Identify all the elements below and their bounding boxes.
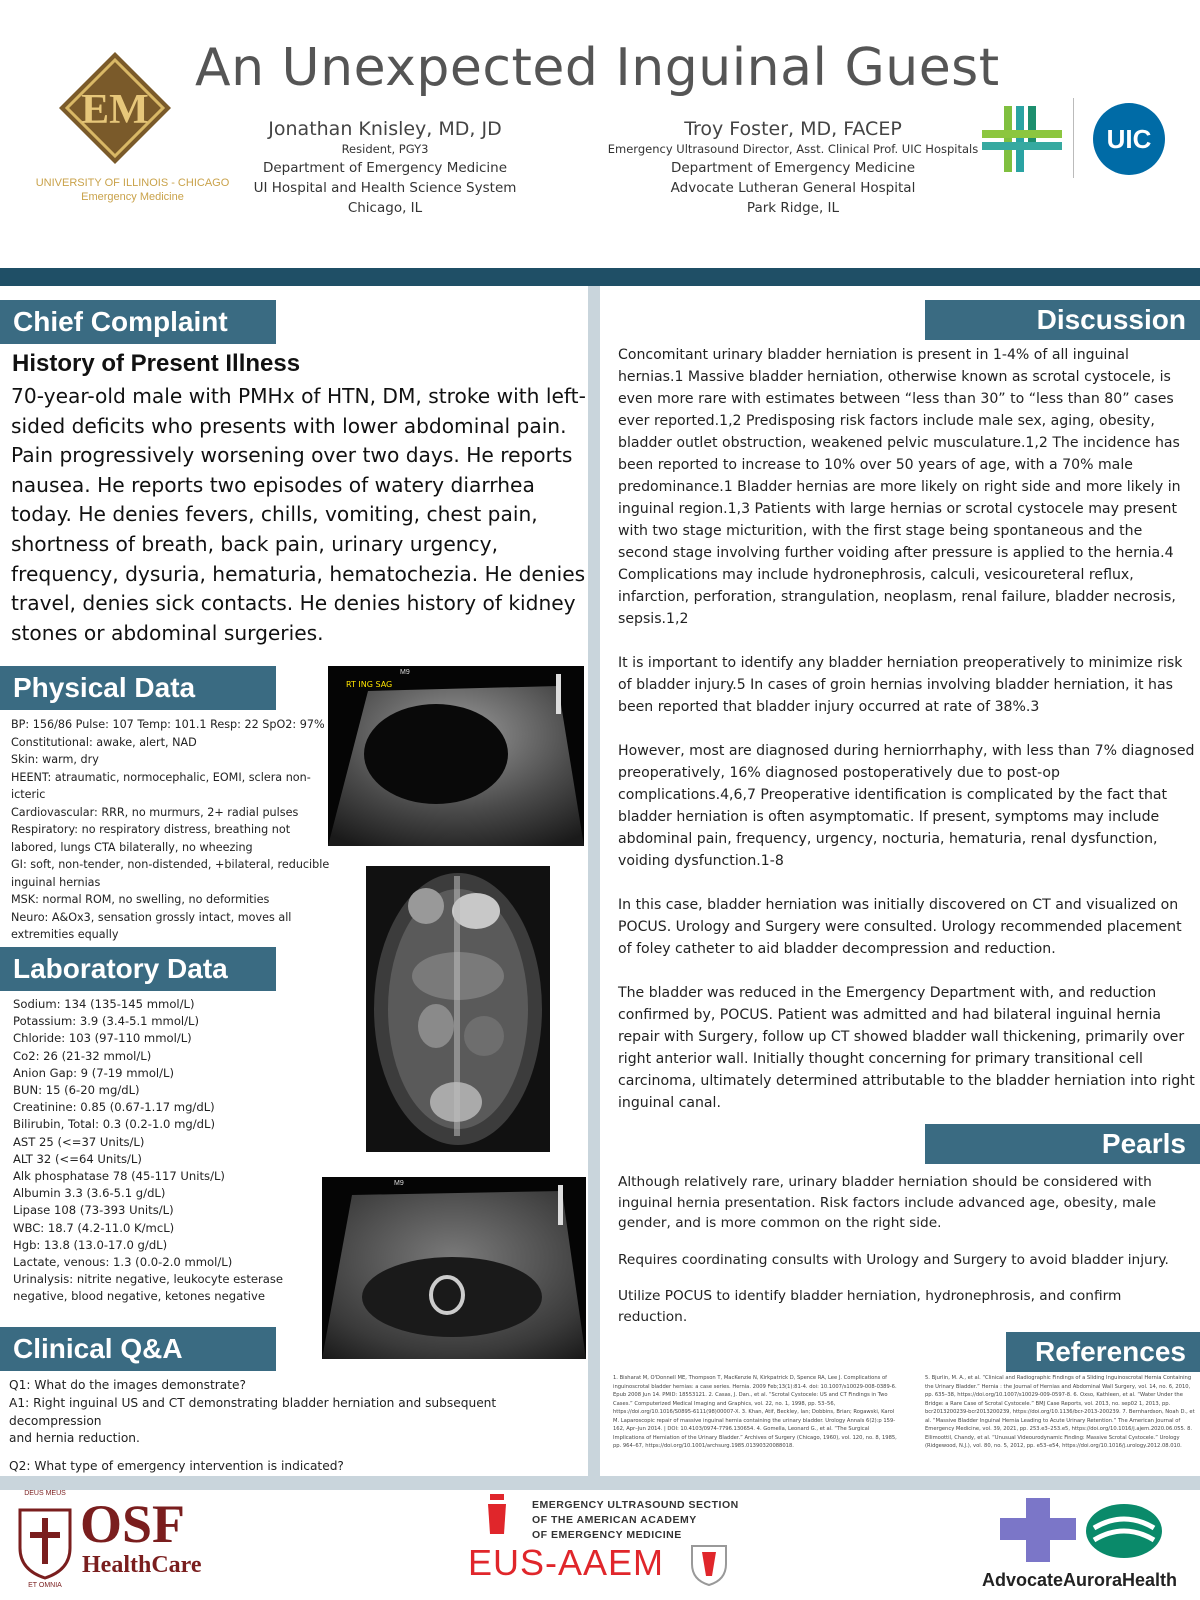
lab-line: Sodium: 134 (135-145 mmol/L) <box>13 997 195 1011</box>
physical-line: Respiratory: no respiratory distress, breathing not <box>11 823 291 836</box>
eus-line: EMERGENCY ULTRASOUND SECTION <box>532 1499 739 1511</box>
osf-healthcare-text: HealthCare <box>82 1552 202 1578</box>
physical-line: Constitutional: awake, alert, NAD <box>11 735 197 749</box>
lab-line: negative, blood negative, ketones negative <box>13 1289 265 1304</box>
physical-line: extremities equally <box>11 928 119 941</box>
pearls-title: Pearls <box>1101 1128 1186 1159</box>
footer-band <box>0 1476 1200 1490</box>
uic-logo-line1: UNIVERSITY OF ILLINOIS - CHICAGO <box>35 177 230 189</box>
lab-line: Co2: 26 (21-32 mmol/L) <box>13 1048 152 1063</box>
hpi-text: 70-year-old male with PMHx of HTN, DM, stroke with left-sided deficits who presents with lower abdominal pain. Pain progressively worsening over two days. He reports nausea. He reports two episodes of watery diarrhea today. He denies fevers, chills, vomiting, chest pain, shortness of breath, back pain, urinary urgency, frequency, dysuria, hematuria, hematochezia. He denies travel, denies sick contacts. He denies history of kidney stones or abdominal surgeries. <box>11 384 586 645</box>
physical-line: BP: 156/86 Pulse: 107 Temp: 101.1 Resp: 22 SpO2: 97% <box>11 718 325 731</box>
footer <box>0 1490 1200 1600</box>
uic-badge <box>1093 103 1165 175</box>
uic-logo-text <box>20 176 245 204</box>
lab-line: Hgb: 13.8 (13.0-17.0 g/dL) <box>13 1237 168 1252</box>
chief-complaint-title: Chief Complaint <box>13 306 228 337</box>
uic-logo-line2: Emergency Medicine <box>81 191 184 203</box>
physical-line: MSK: normal ROM, no swelling, no deformities <box>11 893 270 906</box>
qa-line: Q1: What do the images demonstrate? <box>9 1378 246 1392</box>
physical-line: icteric <box>11 788 46 801</box>
lab-line: Lipase 108 (73-393 Units/L) <box>13 1203 174 1218</box>
discussion-paragraph: In this case, bladder herniation was initially discovered on CT and visualized on POCUS. Urology and Surgery were consulted. Urology recommended placement of foley catheter to aid bladder decompression and reduction. <box>618 897 1182 957</box>
laboratory-data-list <box>13 996 323 1306</box>
eus-line: OF EMERGENCY MEDICINE <box>532 1529 682 1541</box>
lab-line: Creatinine: 0.85 (0.67-1.17 mg/dL) <box>13 1100 215 1115</box>
ultrasound-image-2 <box>322 1177 586 1359</box>
physical-line: Skin: warm, dry <box>11 753 99 766</box>
osf-seal-icon <box>14 1500 76 1580</box>
discussion-paragraph: However, most are diagnosed during herniorrhaphy, with less than 7% diagnosed preoperatively, 16% diagnosed postoperatively due to post-op complications.4,6,7 Preoperative identification is complicated by the fact that bladder herniation is often asymptomatic. If present, symptoms may include abdominal pain, frequency, urgency, nocturia, hematuria, renal dysfunction, voiding dysfunction.1-8 <box>618 743 1195 869</box>
lab-line: Chloride: 103 (97-110 mmol/L) <box>13 1031 192 1046</box>
author-2-role: Emergency Ultrasound Director, Asst. Clinical Prof. UIC Hospitals <box>607 142 979 156</box>
qa-line: Q2: What type of emergency intervention is indicated? <box>9 1459 344 1474</box>
physical-line: GI: soft, non-tender, non-distended, +bilateral, reducible <box>11 858 330 871</box>
uic-badge-text: UIC <box>1106 124 1152 154</box>
author-2-name: Troy Foster, MD, FACEP <box>684 118 902 140</box>
cross-logo <box>982 104 1062 174</box>
header-bar <box>0 268 1200 286</box>
header-logo-divider <box>1073 98 1074 178</box>
author-2-city: Park Ridge, IL <box>746 200 840 216</box>
author-2 <box>588 118 998 218</box>
qa-spacer <box>9 1448 589 1458</box>
pearls-text <box>618 1172 1188 1343</box>
eus-aaem-logo: EUS-AAEM <box>468 1542 665 1583</box>
author-1 <box>240 118 530 218</box>
physical-line: labored, lungs CTA bilaterally, no wheezing <box>11 840 253 854</box>
advocate-logo-text: AdvocateAuroraHealth <box>982 1570 1178 1590</box>
lab-line: Bilirubin, Total: 0.3 (0.2-1.0 mg/dL) <box>13 1117 215 1132</box>
qa-line: A1: Right inguinal US and CT demonstrating bladder herniation and subsequent decompression <box>9 1395 497 1428</box>
ultrasound-1-tag: M9 <box>400 669 410 676</box>
discussion-title: Discussion <box>1036 304 1186 335</box>
discussion-paragraph: Concomitant urinary bladder herniation is present in 1-4% of all inguinal hernias.1 Massive bladder herniation, otherwise known as scrotal cystocele, is even more rare with estimates between “less than 30” to “less than 80” cases ever reported.1,2 Predisposing risk factors include male sex, aging, obesity, bladder outlet obstruction, weakened pelvic musculature.1,2 The incidence has been reported to increase to 10% over 50 years of age, with a 70% male predominance.1 Bladder hernias are more likely on right side and more likely in inguinal region.1,3 Patients with large hernias or scrotal cystocele may present with two stage micturition, with the first stage being spontaneous and the second stage involving further voiding after pressure is applied to the hernia.4 Complications may include hydronephrosis, calculi, vesicoureteral reflux, infarction, perforation, strangulation, neoplasm, renal failure, bladder necrosis, sepsis.1,2 <box>618 347 1181 627</box>
poster-title: An Unexpected Inguinal Guest <box>195 38 1000 98</box>
pearl-paragraph: Although relatively rare, urinary bladder herniation should be considered with inguinal hernia presentation. Risk factors include advanced age, obesity, male gender, and is more common on the right side. <box>618 1174 1157 1231</box>
clinical-qa-header <box>0 1327 276 1371</box>
references-title: References <box>1035 1336 1186 1367</box>
svg-text:EM: EM <box>81 87 149 133</box>
clinical-qa-title: Clinical Q&A <box>13 1333 183 1364</box>
discussion-header <box>925 300 1200 340</box>
physical-line: inguinal hernias <box>11 875 101 889</box>
eus-title-lines <box>532 1498 739 1543</box>
laboratory-data-title: Laboratory Data <box>13 953 228 984</box>
ultrasound-1-label: RT ING SAG <box>346 680 393 689</box>
author-1-name: Jonathan Knisley, MD, JD <box>268 118 502 140</box>
lab-line: Urinalysis: nitrite negative, leukocyte esterase <box>13 1272 284 1287</box>
column-divider <box>588 286 600 1476</box>
physical-data-title: Physical Data <box>13 672 196 703</box>
uic-em-logo <box>55 48 175 168</box>
author-1-city: Chicago, IL <box>347 200 423 216</box>
author-1-role: Resident, PGY3 <box>341 142 429 156</box>
physical-line: HEENT: atraumatic, normocephalic, EOMI, sclera non- <box>11 770 311 784</box>
physical-data-header <box>0 666 276 710</box>
ultrasound-2-tag: M9 <box>394 1180 404 1187</box>
osf-seal-bottom: ET OMNIA <box>28 1582 62 1589</box>
lab-line: BUN: 15 (6-20 mg/dL) <box>13 1083 140 1098</box>
laboratory-data-header <box>0 947 276 991</box>
physical-line: Cardiovascular: RRR, no murmurs, 2+ radial pulses <box>11 805 299 819</box>
lab-line: AST 25 (<=37 Units/L) <box>13 1134 145 1149</box>
author-2-dept: Department of Emergency Medicine <box>670 160 916 176</box>
lab-line: Lactate, venous: 1.3 (0.0-2.0 mmol/L) <box>13 1255 233 1270</box>
aurora-wave-icon <box>1084 1502 1164 1560</box>
references-right: 5. Bjurlin, M. A., et al. “Clinical and Radiographic Findings of a Sliding Inguinoscrotal Hernia Containing the Urinary Bladder.” Hernia : the Journal of Hernias and Abdominal Wall Surgery, vol. 14, no. 6, 2010, pp. 635–38, https://doi.org/10.1007/s10029-009-0597-8. 6. Oxso, Kathleen, et al. “Water Under the Bridge: a Rare Case of Scrotal Cystocele.” BMJ Case Reports, vol. 2013, no. sep02 1, 2013, pp. bcr2013200239-bcr2013200239, https://doi.org/10.1136/bcr-2013-200239. 7. Bernhardson, Noah D., et al. “Massive Bladder Inguinal Hernia Leading to Acute Urinary Retention.” The American Journal of Emergency Medicine, vol. 39, 2021, pp. 253.e3–253.e5, https://doi.org/10.1016/j.ajem.2020.06.055. 8. Ellimoottil, Chandy, et al. “Unusual Videourodynamic Finding: Massive Scrotal Cystocele.” Urology (Ridgewood, N.J.), vol. 80, no. 5, 2012, pp. e53–e54, https://doi.org/10.1016/j.urology.2012.08.010. <box>925 1375 1195 1449</box>
discussion-paragraph: The bladder was reduced in the Emergency Department with, and reduction confirmed by, POCUS. Patient was admitted and had bilateral inguinal hernia repair with Surgery, follow up CT showed bladder wall thickening, primarily over right anterior wall. Initially thought concerning for primary transitional cell carcinoma, ultimately determined attributable to the bladder herniation into right inguinal canal. <box>618 985 1195 1111</box>
lab-line: Alk phosphatase 78 (45-117 Units/L) <box>13 1169 225 1184</box>
physical-line: Neuro: A&Ox3, sensation grossly intact, moves all <box>11 910 292 924</box>
pearl-paragraph: Utilize POCUS to identify bladder herniation, hydronephrosis, and confirm reduction. <box>618 1288 1122 1325</box>
osf-seal-top: DEUS MEUS <box>24 1490 66 1497</box>
ct-coronal-image <box>366 866 550 1152</box>
ultrasound-image-1 <box>328 666 584 846</box>
author-1-dept: Department of Emergency Medicine <box>262 160 508 176</box>
author-2-hospital: Advocate Lutheran General Hospital <box>670 180 916 196</box>
lab-line: WBC: 18.7 (4.2-11.0 K/mcL) <box>13 1220 175 1235</box>
eus-line: OF THE AMERICAN ACADEMY <box>532 1514 697 1526</box>
lab-line: ALT 32 (<=64 Units/L) <box>13 1151 142 1166</box>
osf-logo-text: OSF <box>80 1494 186 1554</box>
lab-line: Albumin 3.3 (3.6-5.1 g/dL) <box>13 1186 166 1201</box>
lab-line: Potassium: 3.9 (3.4-5.1 mmol/L) <box>13 1014 200 1029</box>
pearl-paragraph: Requires coordinating consults with Urology and Surgery to avoid bladder injury. <box>618 1251 1169 1268</box>
pearls-header <box>925 1124 1200 1164</box>
ultrasound-probe-icon <box>484 1494 510 1538</box>
references-left: 1. Bisharat M, O'Donnell ME, Thompson T, MacKenzie N, Kirkpatrick D, Spence RA, Lee J. Complications of inguinoscrotal bladder hernias: a case series. Hernia. 2009 Feb;13(1):81-4. doi: 10.1007/s10029-008-0389-6. Epub 2008 Jun 14. PMID: 18553121. 2. Casas, J. Dan., et al. “Scrotal Cystocele: US and CT Findings in Two Cases.” Computerized Medical Imaging and Graphics, vol. 22, no. 1, 1998, pp. 53–56, https://doi.org/10.1016/S0895-6111(98)00007-X. 3. Khan, Atif, Beckley, Ian; Dobbins, Brian; Rogawski, Karol M. Laparoscopic repair of massive inguinal hernia containing the urinary bladder. Urology Annals 6(2):p 159-162, Apr–Jun 2014. | DOI: 10.4103/0974-7796.130654. 4. Gomella, Leonard G., et al. “The Surgical Implications of Herniation of the Urinary Bladder.” Archives of Surgery (Chicago, 1960), vol. 120, no. 8, 1985, pp. 964–67, https://doi.org/10.1001/archsurg.1985.01390320088018. <box>613 1375 897 1449</box>
author-1-hospital: UI Hospital and Health Science System <box>253 180 517 196</box>
references-header <box>1006 1332 1200 1372</box>
aaem-shield-icon <box>690 1542 728 1586</box>
discussion-text <box>618 344 1196 1136</box>
advocate-cross-icon <box>1000 1498 1076 1562</box>
lab-line: Anion Gap: 9 (7-19 mmol/L) <box>13 1065 175 1080</box>
qa-line: and hernia reduction. <box>9 1431 140 1446</box>
hpi-heading: History of Present Illness <box>12 350 301 377</box>
discussion-paragraph: It is important to identify any bladder herniation preoperatively to minimize risk of bladder injury.5 In cases of groin hernias involving bladder herniation, it has been reported that bladder injury occurred at rate of 38%.3 <box>618 655 1183 715</box>
physical-data-list <box>11 716 331 944</box>
chief-complaint-header <box>0 300 276 344</box>
